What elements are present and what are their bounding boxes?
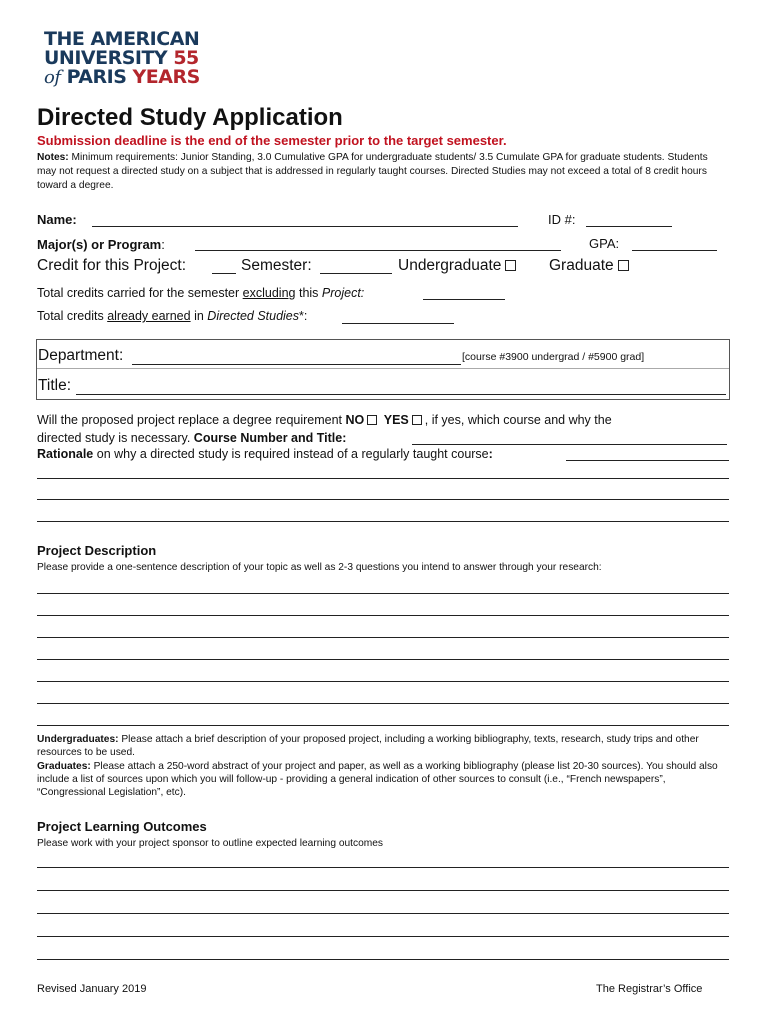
no-checkbox[interactable] xyxy=(367,415,377,425)
requirement-line-1 xyxy=(37,413,612,427)
notes-paragraph xyxy=(37,151,727,193)
description-line-5[interactable] xyxy=(37,681,729,682)
learning-outcomes-instructions: Please work with your project sponsor to outline expected learning outcomes xyxy=(37,838,383,849)
description-line-6[interactable] xyxy=(37,703,729,704)
name-label: Name: xyxy=(37,212,77,227)
description-line-4[interactable] xyxy=(37,659,729,660)
semester-field[interactable] xyxy=(320,273,392,274)
total-credits-field[interactable] xyxy=(423,299,505,300)
course-hint: [course #3900 undergrad / #5900 grad] xyxy=(462,351,645,363)
course-box xyxy=(36,339,730,400)
credit-label: Credit for this Project: xyxy=(37,257,187,274)
graduate-option[interactable] xyxy=(549,257,629,275)
undergrad-text: Please attach a brief description of your proposed project, including a working bibliography, texts, research, study trips and other resources to be used. xyxy=(37,734,699,759)
total-credits-label xyxy=(37,286,364,300)
undergraduate-label: Undergraduate xyxy=(398,257,502,274)
logo-years: YEARS xyxy=(132,66,200,88)
logo-line-2: UNIVERSITY xyxy=(44,47,168,69)
name-field[interactable] xyxy=(92,226,518,227)
submission-deadline: Submission deadline is the end of the semester prior to the target semester. xyxy=(37,133,507,148)
gpa-label: GPA: xyxy=(589,236,620,251)
course-number-title-label: Course Number and Title: xyxy=(193,431,347,445)
requirement-text-c: directed study is necessary. xyxy=(37,431,191,445)
course-number-title-field[interactable] xyxy=(412,444,727,445)
this-text: this xyxy=(298,286,319,300)
requirement-line-2 xyxy=(37,431,346,445)
registrar-office: The Registrar’s Office xyxy=(596,983,703,995)
learning-outcomes-heading: Project Learning Outcomes xyxy=(37,819,207,834)
title-label: Title: xyxy=(38,377,72,394)
logo-line-1: THE AMERICAN xyxy=(44,28,200,50)
grad-text: Please attach a 250-word abstract of your project and paper, as well as a working bibliography (please list 20-30 sources). You should also include a list of sources upon which you will follow-up - providing a general indication of other sources to consult (i.e., “French newspapers”, “Congressional Legislation”, etc). xyxy=(37,761,718,799)
outcomes-line-5[interactable] xyxy=(37,959,729,960)
requirement-text-a: Will the proposed project replace a degree requirement xyxy=(37,413,343,427)
revised-date: Revised January 2019 xyxy=(37,983,147,995)
logo-of: of xyxy=(44,67,61,88)
page-title: Directed Study Application xyxy=(37,104,343,131)
description-line-3[interactable] xyxy=(37,637,729,638)
undergrad-label: Undergraduates: xyxy=(37,734,119,745)
rationale-line-2[interactable] xyxy=(37,478,729,479)
directed-studies-text: Directed Studies xyxy=(207,309,300,323)
rationale-label: Rationale xyxy=(37,447,94,461)
notes-label: Notes: xyxy=(37,152,69,163)
yes-label: YES xyxy=(383,413,409,427)
description-line-1[interactable] xyxy=(37,593,729,594)
id-label: ID #: xyxy=(548,212,576,227)
undergrad-instructions xyxy=(37,733,727,759)
gpa-field[interactable] xyxy=(632,250,717,251)
requirement-text-b: , if yes, which course and why the xyxy=(424,413,612,427)
rationale-colon: : xyxy=(488,447,493,461)
notes-text: Minimum requirements: Junior Standing, 3.0 Cumulative GPA for undergraduate students/ 3.5 Cumulate GPA for graduate students. Students may not request a directed study on a subject that is addressed in regularly taught courses. Directed Studies may not exceed a total of 8 credit hours toward a degree. xyxy=(37,152,708,191)
university-logo xyxy=(44,28,200,88)
course-box-divider xyxy=(37,368,729,369)
earned-credits-field[interactable] xyxy=(342,323,454,324)
rationale-field[interactable] xyxy=(566,460,729,461)
major-label: Major(s) or Program xyxy=(37,237,162,252)
description-line-7[interactable] xyxy=(37,725,729,726)
excluding-text: excluding xyxy=(242,286,296,300)
department-label: Department: xyxy=(38,347,124,364)
rationale-text: on why a directed study is required instead of a regularly taught course xyxy=(96,447,489,461)
major-label-group xyxy=(37,236,165,254)
outcomes-line-2[interactable] xyxy=(37,890,729,891)
graduate-checkbox[interactable] xyxy=(618,260,629,271)
major-colon: : xyxy=(161,237,165,252)
credit-field[interactable] xyxy=(212,273,236,274)
department-field[interactable] xyxy=(132,364,461,365)
logo-55: 55 xyxy=(173,47,199,69)
graduate-label: Graduate xyxy=(549,257,614,274)
undergraduate-checkbox[interactable] xyxy=(505,260,516,271)
rationale-line-3[interactable] xyxy=(37,499,729,500)
already-earned-text: already earned xyxy=(107,309,191,323)
id-field[interactable] xyxy=(586,226,672,227)
outcomes-line-1[interactable] xyxy=(37,867,729,868)
project-description-heading: Project Description xyxy=(37,543,157,558)
earned-text-in: in xyxy=(194,309,204,323)
total-credits-text: Total credits carried for the semester xyxy=(37,286,240,300)
rationale-line xyxy=(37,447,493,461)
earned-text-c: *: xyxy=(299,309,308,323)
grad-instructions xyxy=(37,760,727,800)
semester-label: Semester: xyxy=(241,257,312,274)
project-description-instructions: Please provide a one-sentence description of your topic as well as 2-3 questions you intend to answer through your research: xyxy=(37,562,602,573)
description-line-2[interactable] xyxy=(37,615,729,616)
outcomes-line-3[interactable] xyxy=(37,913,729,914)
outcomes-line-4[interactable] xyxy=(37,936,729,937)
undergraduate-option[interactable] xyxy=(398,257,516,275)
earned-text-a: Total credits xyxy=(37,309,104,323)
project-text: Project: xyxy=(321,286,365,300)
grad-label: Graduates: xyxy=(37,761,91,772)
yes-checkbox[interactable] xyxy=(412,415,422,425)
logo-paris: PARIS xyxy=(66,66,127,88)
major-field[interactable] xyxy=(195,250,561,251)
earned-credits-label xyxy=(37,309,307,323)
title-field[interactable] xyxy=(76,394,726,395)
no-label: NO xyxy=(345,413,365,427)
rationale-line-4[interactable] xyxy=(37,521,729,522)
